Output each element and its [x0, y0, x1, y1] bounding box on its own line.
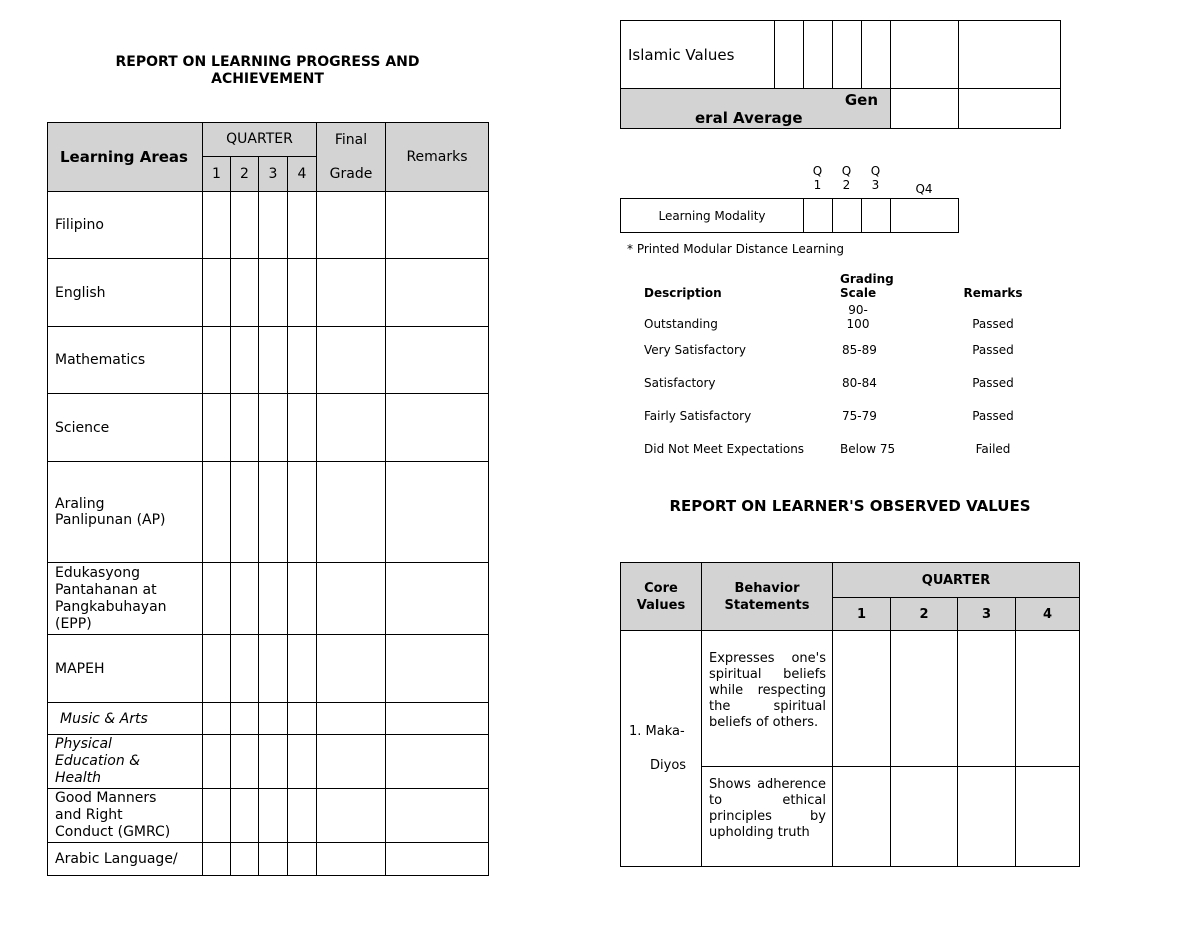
grade-cell: [203, 462, 231, 563]
grade-cell: [288, 635, 317, 703]
final-grade-cell: [317, 563, 386, 635]
final-grade-cell: [317, 843, 386, 876]
grade-cell: [259, 327, 288, 394]
header-core-values: [621, 563, 702, 631]
scale-remarks: Passed: [972, 408, 1014, 423]
grade-cell: [288, 462, 317, 563]
modality-q4-label: Q4: [915, 182, 933, 196]
table-row: [621, 631, 1080, 767]
remarks-cell: [386, 703, 489, 735]
remarks-cell: [959, 21, 1061, 89]
core-value-label: [621, 631, 702, 867]
grade-cell: [231, 703, 259, 735]
modality-note: * Printed Modular Distance Learning: [627, 242, 844, 256]
scale-header-scale: [838, 268, 948, 300]
values-grade-cell: [891, 631, 958, 767]
grade-cell: [804, 21, 833, 89]
grade-cell: [231, 327, 259, 394]
learning-progress-table: [47, 122, 489, 876]
general-average-line-2: eral Average: [695, 108, 803, 127]
subject-label: Islamic Values: [621, 21, 775, 89]
remarks-cell: [386, 394, 489, 462]
grade-cell: [203, 192, 231, 259]
modality-q2-label: [832, 164, 861, 192]
table-row: [48, 259, 489, 327]
scale-header-remarks: Remarks: [963, 286, 1023, 300]
final-grade-cell: [891, 21, 959, 89]
grade-cell: [203, 735, 231, 789]
grading-scale-table: [638, 268, 1038, 465]
grade-cell: [288, 192, 317, 259]
scale-row: [638, 333, 1038, 366]
grade-cell: [203, 563, 231, 635]
subject-label: Arabic Language/: [48, 843, 203, 876]
subject-label: Science: [48, 394, 203, 462]
values-grade-cell: [833, 631, 891, 767]
general-average-label: [621, 89, 891, 129]
grade-cell: [231, 394, 259, 462]
subject-label: MAPEH: [48, 635, 203, 703]
subject-label: Music & Arts: [48, 703, 203, 735]
grade-cell: [203, 259, 231, 327]
grade-cell: [288, 563, 317, 635]
values-grade-cell: [1016, 631, 1080, 767]
header-quarter-3: 3: [259, 156, 288, 191]
grade-cell: [259, 192, 288, 259]
values-grade-cell: [891, 767, 958, 867]
remarks-cell: [386, 843, 489, 876]
header-values-quarter-1: 1: [833, 598, 891, 631]
table-row: [48, 394, 489, 462]
grade-cell: [259, 394, 288, 462]
modality-q-number: 1: [813, 178, 822, 192]
header-remarks: Remarks: [386, 123, 489, 192]
grade-cell: [775, 21, 804, 89]
grade-cell: [288, 394, 317, 462]
final-grade-cell: [317, 789, 386, 843]
table-row: [48, 735, 489, 789]
grade-cell: [259, 259, 288, 327]
learning-modality-table: [620, 198, 959, 233]
core-value-line-1: 1. Maka-: [629, 723, 685, 739]
scale-range: 85-89: [842, 342, 877, 357]
final-grade-cell: [317, 259, 386, 327]
grade-cell: [231, 789, 259, 843]
scale-description: Very Satisfactory: [644, 342, 747, 357]
scale-remarks: Passed: [972, 375, 1014, 390]
remarks-cell: [386, 259, 489, 327]
modality-q-letter: Q: [870, 164, 881, 178]
final-grade-cell: [317, 735, 386, 789]
header-core-line-2: Values: [636, 597, 686, 613]
remarks-cell: [386, 735, 489, 789]
grade-cell: [231, 843, 259, 876]
grade-cell: [203, 394, 231, 462]
subject-label: English: [48, 259, 203, 327]
remarks-cell: [386, 192, 489, 259]
header-quarter-1: 1: [203, 156, 231, 191]
scale-row: [638, 366, 1038, 399]
header-values-quarter-3: 3: [958, 598, 1016, 631]
general-average-remarks-cell: [959, 89, 1061, 129]
scale-range-line-2: 100: [846, 317, 870, 331]
scale-range-line-1: 90-: [848, 303, 868, 317]
modality-cell: [804, 199, 833, 233]
grade-cell: [231, 735, 259, 789]
final-grade-cell: [317, 703, 386, 735]
grade-cell: [259, 635, 288, 703]
scale-header-line-2: Scale: [840, 286, 877, 300]
header-final-grade: [317, 123, 386, 192]
grade-cell: [833, 21, 862, 89]
header-behavior-line-2: Statements: [724, 597, 810, 613]
remarks-cell: [386, 789, 489, 843]
grade-cell: [288, 735, 317, 789]
subject-label: Good Manners and Right Conduct (GMRC): [48, 789, 203, 843]
modality-cell: [891, 199, 959, 233]
grade-cell: [203, 635, 231, 703]
scale-header-line-1: Grading: [840, 272, 894, 286]
grade-cell: [259, 735, 288, 789]
grade-cell: [288, 789, 317, 843]
modality-q1-label: [803, 164, 832, 192]
scale-row: [638, 432, 1038, 465]
table-row: [48, 789, 489, 843]
general-average-row: [621, 89, 1061, 129]
grade-cell: [231, 635, 259, 703]
grade-cell: [231, 563, 259, 635]
grade-cell: [862, 21, 891, 89]
remarks-cell: [386, 563, 489, 635]
observed-values-table: [620, 562, 1080, 867]
header-learning-areas: Learning Areas: [48, 123, 203, 192]
subject-label: Edukasyong Pantahanan at Pangkabuhayan (EPP): [48, 563, 203, 635]
table-row: [48, 703, 489, 735]
final-grade-cell: [317, 394, 386, 462]
grade-cell: [259, 462, 288, 563]
grade-cell: [288, 703, 317, 735]
modality-q-number: 2: [842, 178, 851, 192]
scale-description: Did Not Meet Expectations: [644, 441, 805, 456]
grade-cell: [203, 789, 231, 843]
modality-q3-label: [861, 164, 890, 192]
header-core-line-1: Core: [644, 580, 678, 596]
final-grade-cell: [317, 635, 386, 703]
grade-cell: [231, 259, 259, 327]
header-quarter: QUARTER: [203, 123, 317, 157]
general-average-cell: [891, 89, 959, 129]
values-grade-cell: [1016, 767, 1080, 867]
scale-remarks: Passed: [972, 342, 1014, 357]
remarks-cell: [386, 635, 489, 703]
subject-label: Araling Panlipunan (AP): [48, 462, 203, 563]
grade-cell: [288, 843, 317, 876]
grade-cell: [259, 789, 288, 843]
modality-q-number: 3: [871, 178, 880, 192]
report-title: REPORT ON LEARNING PROGRESS AND ACHIEVEMENT: [115, 54, 420, 87]
scale-description: Satisfactory: [644, 375, 716, 390]
header-quarter-4: 4: [288, 156, 317, 191]
header-behavior-line-1: Behavior: [734, 580, 800, 596]
header-quarter-2: 2: [231, 156, 259, 191]
modality-q-letter: Q: [841, 164, 852, 178]
grade-cell: [259, 563, 288, 635]
grade-cell: [231, 192, 259, 259]
behavior-statement: Shows adherence to ethical principles by upholding truth: [702, 767, 833, 867]
modality-cell: [833, 199, 862, 233]
grade-cell: [203, 327, 231, 394]
header-values-quarter-4: 4: [1016, 598, 1080, 631]
scale-header-description: Description: [644, 286, 722, 300]
table-row: [48, 192, 489, 259]
grade-cell: [288, 259, 317, 327]
modality-q-letter: Q: [812, 164, 823, 178]
behavior-statement: Expresses one's spiritual beliefs while respecting the spiritual beliefs of others.: [702, 631, 833, 767]
remarks-cell: [386, 327, 489, 394]
scale-description: Outstanding: [644, 317, 718, 331]
values-grade-cell: [833, 767, 891, 867]
core-value-line-2: Diyos: [650, 757, 687, 773]
header-values-quarter-2: 2: [891, 598, 958, 631]
final-grade-cell: [317, 462, 386, 563]
grade-cell: [259, 843, 288, 876]
header-final-line-2: Grade: [329, 166, 373, 182]
scale-range: 75-79: [842, 408, 877, 423]
table-row: [48, 635, 489, 703]
grade-cell: [288, 327, 317, 394]
observed-values-title: REPORT ON LEARNER'S OBSERVED VALUES: [669, 497, 1031, 515]
scale-row: [638, 300, 1038, 333]
subject-label: Filipino: [48, 192, 203, 259]
scale-description: Fairly Satisfactory: [644, 408, 752, 423]
scale-range: 80-84: [842, 375, 877, 390]
scale-remarks: Failed: [975, 441, 1011, 456]
scale-row: [638, 399, 1038, 432]
table-row: [48, 462, 489, 563]
table-row: [48, 327, 489, 394]
header-values-quarter: QUARTER: [833, 563, 1080, 598]
learning-modality-label: Learning Modality: [621, 199, 804, 233]
subject-label: Mathematics: [48, 327, 203, 394]
grade-cell: [259, 703, 288, 735]
subject-label: Physical Education & Health: [48, 735, 203, 789]
grade-cell: [203, 843, 231, 876]
header-behavior-statements: [702, 563, 833, 631]
table-row: [48, 843, 489, 876]
table-row: [621, 21, 1061, 89]
scale-range: [838, 300, 948, 333]
general-average-line-1: Gen: [844, 90, 878, 109]
header-final-line-1: Final: [334, 132, 368, 148]
values-grade-cell: [958, 767, 1016, 867]
final-grade-cell: [317, 192, 386, 259]
islamic-values-table: [620, 20, 1061, 129]
scale-remarks: Passed: [972, 317, 1014, 331]
grade-cell: [231, 462, 259, 563]
table-row: [48, 563, 489, 635]
modality-cell: [862, 199, 891, 233]
final-grade-cell: [317, 327, 386, 394]
values-grade-cell: [958, 631, 1016, 767]
scale-range: Below 75: [840, 441, 896, 456]
remarks-cell: [386, 462, 489, 563]
grade-cell: [203, 703, 231, 735]
